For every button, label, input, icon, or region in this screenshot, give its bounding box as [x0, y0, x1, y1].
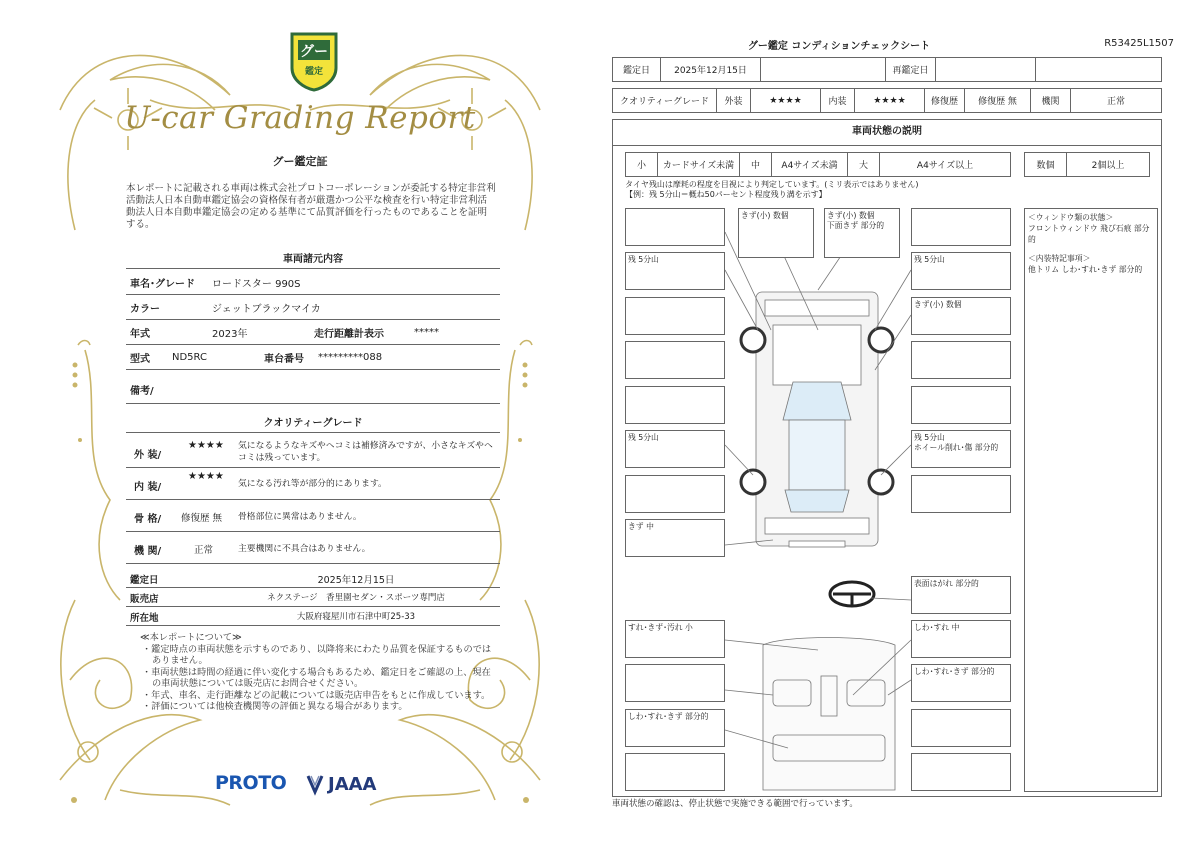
spec-row-name	[126, 270, 500, 295]
spec-row-color	[126, 295, 500, 320]
note-item: ・車両状態は時間の経過に伴い変化する場合もあるため、鑑定日をご確認の上、現在の車両状態については販売店にお問合せください。	[142, 666, 491, 689]
detail-box: しわ･すれ･きず 部分的	[625, 709, 725, 747]
grade-exterior-stars: ★★★★	[188, 440, 224, 451]
redate-blank	[1036, 58, 1162, 82]
grade-row-interior	[126, 468, 500, 500]
grade-exterior-label: 外 装/	[134, 450, 162, 461]
logo-subtext: 鑑定	[304, 67, 324, 77]
vehicle-condition-panel	[612, 119, 1162, 797]
detail-box: きず(小) 数個	[738, 208, 814, 258]
engine-label: 機関	[1031, 89, 1071, 113]
certificate-text: 本レポートに記載される車両は株式会社プロトコーポレーションが委託する特定非営利活動法人日本自動車鑑定協会の資格保有者が厳選かつ公平な検査を行い特定非営利活動法人日本自動車鑑定協会の定める基準にて品質評価を行ったものであることを証明する。	[126, 183, 496, 230]
window-notes-text: フロントウィンドウ 飛び石痕 部分的	[1028, 224, 1150, 244]
grade-engine-desc: 主要機関に不具合はありません。	[238, 544, 371, 554]
spec-row-remarks	[126, 370, 500, 404]
legend-large: 大	[848, 153, 880, 177]
legend-count: 数個	[1025, 153, 1067, 177]
interior-notes-text: 他トリム しわ･すれ･きず 部分的	[1028, 265, 1143, 274]
detail-box	[911, 475, 1011, 513]
quality-grade-label: クオリティーグレード	[613, 89, 717, 113]
spec-year-label: 年式	[130, 328, 150, 340]
note-item: ・年式、車名、走行距離などの記載については販売店申告をもとに作成しています。	[142, 689, 491, 701]
detail-box	[625, 475, 725, 513]
info-address-value: 大阪府寝屋川市石津中町25-33	[296, 612, 416, 622]
info-dealer-label: 販売店	[130, 594, 159, 605]
panel-title: 車両状態の説明	[613, 120, 1161, 146]
grade-engine-label: 機 関/	[134, 546, 162, 557]
info-row-dealer	[126, 588, 500, 607]
detail-box	[625, 753, 725, 791]
repair-value: 修復歴 無	[965, 89, 1031, 113]
spec-mileage-label: 走行距離計表示	[314, 328, 384, 340]
report-notes	[140, 632, 495, 713]
grade-row-engine	[126, 532, 500, 564]
grade-exterior-desc: 気になるようなキズやヘコミは補修済みですが、小さなキズやヘコミは残っています。	[238, 441, 493, 463]
grade-interior-stars: ★★★★	[188, 471, 224, 482]
grade-frame-desc: 骨格部位に異常はありません。	[238, 512, 362, 522]
date-label: 鑑定日	[613, 58, 661, 82]
repair-label: 修復歴	[925, 89, 965, 113]
detail-box	[625, 297, 725, 335]
tread-note-line: タイヤ残山は摩耗の程度を目視により判定しています。(ミリ表示ではありません)	[625, 180, 919, 189]
note-item: ・鑑定時点の車両状態を示すものであり、以降将来にわたり品質を保証するものではありません。	[142, 643, 492, 666]
detail-box: しわ･すれ 中	[911, 620, 1011, 658]
redate-label: 再鑑定日	[886, 58, 936, 82]
spacer	[1028, 245, 1154, 253]
detail-box: 表面はがれ 部分的	[911, 576, 1011, 614]
detail-box: 残 5分山	[625, 430, 725, 468]
window-notes-heading: ＜ウィンドウ類の状態＞	[1028, 213, 1114, 222]
grade-table	[612, 88, 1162, 113]
detail-box	[625, 386, 725, 424]
goo-appraisal-logo	[286, 30, 342, 92]
grade-engine-value: 正常	[194, 545, 214, 556]
document-number: R53425L1507	[1104, 38, 1174, 49]
grade-frame-value: 修復歴 無	[181, 513, 223, 524]
info-date-value: 2025年12月15日	[317, 575, 395, 586]
int-value: ★★★★	[855, 89, 925, 113]
proto-logo: PROTO	[215, 772, 287, 794]
spec-row-model	[126, 345, 500, 370]
spec-color-label: カラー	[130, 303, 160, 315]
detail-text: ホイール削れ･傷 部分的	[914, 443, 999, 452]
condition-check-sheet	[604, 0, 1200, 848]
footer-logos	[215, 770, 415, 800]
note-item: ・評価については他検査機関等の評価と異なる場合があります。	[142, 701, 408, 712]
grade-section-title: クオリティーグレード	[263, 418, 363, 429]
spec-name-value: ロードスター 990S	[212, 278, 301, 290]
ext-value: ★★★★	[751, 89, 821, 113]
sheet-title: グー鑑定 コンディションチェックシート	[747, 41, 931, 52]
spec-name-label: 車名･グレード	[130, 278, 195, 290]
legend-count-desc: 2個以上	[1067, 153, 1150, 177]
detail-box	[911, 208, 1011, 246]
legend-large-desc: A4サイズ以上	[880, 153, 1011, 177]
info-date-label: 鑑定日	[130, 575, 159, 586]
grade-frame-label: 骨 格/	[134, 514, 162, 525]
jaaa-emblem-icon	[305, 772, 325, 796]
logo-text: グー	[300, 44, 328, 60]
redate-value	[936, 58, 1036, 82]
spec-mileage-value: *****	[414, 326, 439, 338]
tread-note-line: 【例：残 5分山＝概ね50パーセント程度残り溝を示す】	[625, 190, 827, 199]
detail-box	[625, 341, 725, 379]
detail-text: 下面きず 部分的	[827, 221, 885, 230]
footnote: 車両状態の確認は、停止状態で実施できる範囲で行っています。	[612, 799, 858, 809]
date-value: 2025年12月15日	[661, 58, 761, 82]
info-row-date	[126, 569, 500, 588]
certificate-title: グー鑑定証	[272, 155, 328, 168]
report-title: U-car Grading Report	[124, 100, 476, 136]
spec-year-value: 2023年	[212, 328, 248, 340]
side-notes	[1024, 208, 1158, 792]
detail-box: きず 中	[625, 519, 725, 557]
grade-row-exterior	[126, 434, 500, 468]
spec-chassis-label: 車台番号	[264, 353, 304, 365]
legend-mid: 中	[740, 153, 772, 177]
detail-box	[625, 664, 725, 702]
detail-box	[911, 709, 1011, 747]
notes-heading: ≪本レポートについて≫	[140, 632, 242, 643]
detail-box	[911, 753, 1011, 791]
engine-value: 正常	[1071, 89, 1162, 113]
date-blank	[761, 58, 886, 82]
jaaa-logo: JAAA	[328, 774, 377, 795]
detail-box	[911, 430, 1011, 468]
grade-interior-label: 内 装/	[134, 482, 162, 493]
spec-chassis-value: *********088	[318, 351, 383, 363]
date-table	[612, 57, 1162, 82]
detail-box: すれ･きず･汚れ 小	[625, 620, 725, 658]
legend-mid-desc: A4サイズ未満	[772, 153, 848, 177]
legend-small-desc: カードサイズ未満	[658, 153, 740, 177]
detail-box: きず(小) 数個	[911, 297, 1011, 335]
grade-row-frame	[126, 500, 500, 532]
detail-text: きず(小) 数個	[827, 211, 875, 220]
spec-model-label: 型式	[130, 353, 150, 365]
spec-color-value: ジェットブラックマイカ	[212, 303, 321, 315]
legend-small: 小	[626, 153, 658, 177]
detail-box: 残 5分山	[625, 252, 725, 290]
info-dealer-value: ネクステージ 香里園セダン・スポーツ専門店	[267, 593, 445, 603]
detail-text: 残 5分山	[914, 433, 945, 442]
grade-interior-desc: 気になる汚れ等が部分的にあります。	[238, 479, 387, 489]
detail-box: しわ･すれ･きず 部分的	[911, 664, 1011, 702]
ext-label: 外装	[717, 89, 751, 113]
spec-row-year	[126, 320, 500, 345]
detail-box	[824, 208, 900, 258]
int-label: 内装	[821, 89, 855, 113]
detail-box: 残 5分山	[911, 252, 1011, 290]
info-address-label: 所在地	[130, 613, 159, 624]
info-row-address	[126, 607, 500, 626]
detail-box	[911, 386, 1011, 424]
spec-model-value: ND5RC	[172, 351, 207, 363]
divider	[126, 268, 500, 269]
spec-section-title: 車両諸元内容	[283, 254, 343, 265]
spec-remarks-label: 備考/	[130, 386, 154, 397]
divider	[126, 432, 500, 433]
detail-box	[625, 208, 725, 246]
detail-box	[911, 341, 1011, 379]
interior-notes-heading: ＜内装特記事項＞	[1028, 254, 1091, 263]
